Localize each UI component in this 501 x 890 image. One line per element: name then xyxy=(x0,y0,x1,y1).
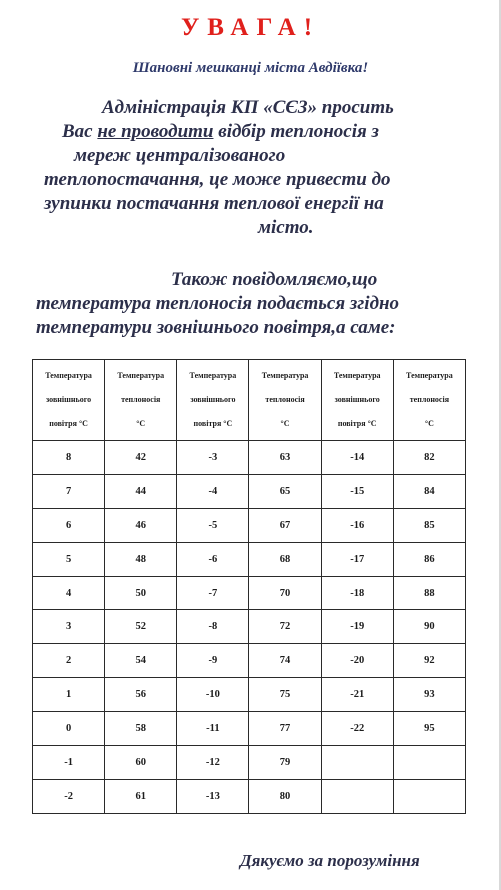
table-cell: 86 xyxy=(393,542,465,576)
header-text: зовнішнього xyxy=(334,395,380,404)
table-cell: 90 xyxy=(393,610,465,644)
notice-paragraph xyxy=(36,96,488,240)
notice-line-1: Адміністрація КП «СЄЗ» просить xyxy=(102,97,394,118)
table-cell: 8 xyxy=(33,441,105,475)
header-text: °С xyxy=(136,419,146,428)
table-cell: 80 xyxy=(249,779,321,813)
table-cell: 82 xyxy=(393,441,465,475)
temperature-table xyxy=(32,359,466,814)
table-cell: -18 xyxy=(321,576,393,610)
table-cell: 54 xyxy=(105,644,177,678)
header-text: теплоносія xyxy=(409,395,450,404)
table-row xyxy=(33,678,466,712)
table-header-cell xyxy=(249,360,321,441)
table-row xyxy=(33,644,466,678)
table-cell: 85 xyxy=(393,508,465,542)
notice-line-6: місто. xyxy=(258,217,314,238)
table-cell: -19 xyxy=(321,610,393,644)
table-row xyxy=(33,576,466,610)
notice-title: УВАГА! xyxy=(180,14,321,41)
table-cell: -21 xyxy=(321,678,393,712)
notice-line-2 xyxy=(36,120,488,144)
table-cell: -9 xyxy=(177,644,249,678)
header-text: повітря °С xyxy=(49,419,88,428)
header-text: °С xyxy=(424,419,434,428)
notice-line-2-post: відбір теплоносія з xyxy=(213,121,379,142)
table-cell: 5 xyxy=(33,542,105,576)
header-text: Температура xyxy=(406,371,453,380)
table-cell xyxy=(393,779,465,813)
table-cell: 46 xyxy=(105,508,177,542)
table-cell: 50 xyxy=(105,576,177,610)
table-cell: -8 xyxy=(177,610,249,644)
notice-line-3: мереж централізованого xyxy=(74,145,286,166)
table-cell: 65 xyxy=(249,474,321,508)
header-text: зовнішнього xyxy=(190,395,236,404)
table-cell: 95 xyxy=(393,712,465,746)
table-cell: 77 xyxy=(249,712,321,746)
table-cell: 92 xyxy=(393,644,465,678)
table-cell: -20 xyxy=(321,644,393,678)
table-cell: 72 xyxy=(249,610,321,644)
table-cell: 79 xyxy=(249,746,321,780)
info-line-2: температура теплоносія подається згідно xyxy=(36,293,400,314)
table-cell: 63 xyxy=(249,441,321,475)
notice-line-2-pre: Вас xyxy=(62,121,98,142)
table-row xyxy=(33,779,466,813)
table-cell: 84 xyxy=(393,474,465,508)
table-cell: 68 xyxy=(249,542,321,576)
table-cell xyxy=(393,746,465,780)
table-cell: 2 xyxy=(33,644,105,678)
table-cell xyxy=(321,746,393,780)
table-cell: 44 xyxy=(105,474,177,508)
header-text: зовнішнього xyxy=(46,395,92,404)
table-cell: 60 xyxy=(105,746,177,780)
table-cell: 93 xyxy=(393,678,465,712)
table-cell xyxy=(321,779,393,813)
table-cell: 56 xyxy=(105,678,177,712)
header-text: Температура xyxy=(117,371,165,380)
table-cell: -16 xyxy=(321,508,393,542)
table-cell: 0 xyxy=(33,712,105,746)
table-row xyxy=(33,542,466,576)
info-paragraph xyxy=(36,268,488,340)
table-cell: 58 xyxy=(105,712,177,746)
table-cell: -3 xyxy=(177,441,249,475)
table-row xyxy=(33,474,466,508)
table-header-row xyxy=(33,360,466,441)
header-text: повітря °С xyxy=(337,419,377,428)
table-cell: 75 xyxy=(249,678,321,712)
header-text: теплоносія xyxy=(265,395,305,404)
table-cell: -22 xyxy=(321,712,393,746)
table-header-cell xyxy=(393,360,465,441)
table-cell: 42 xyxy=(105,441,177,475)
header-text: Температура xyxy=(45,371,92,380)
header-text: Температура xyxy=(333,371,381,380)
table-cell: -6 xyxy=(177,542,249,576)
header-text: повітря °С xyxy=(193,419,233,428)
table-cell: 88 xyxy=(393,576,465,610)
table-cell: -14 xyxy=(321,441,393,475)
notice-line-4: теплопостачання, це може привести до xyxy=(44,169,391,190)
notice-line-2-underlined: не проводити xyxy=(97,121,214,142)
table-cell: 74 xyxy=(249,644,321,678)
greeting: Шановні мешканці міста Авдіївка! xyxy=(132,60,369,76)
table-cell: -5 xyxy=(177,508,249,542)
table-cell: 61 xyxy=(105,779,177,813)
table-cell: 67 xyxy=(249,508,321,542)
table-header-cell xyxy=(105,360,177,441)
table-row xyxy=(33,712,466,746)
info-line-3: температури зовнішнього повітря,а саме: xyxy=(36,317,396,338)
table-row xyxy=(33,610,466,644)
table-cell: 70 xyxy=(249,576,321,610)
table-cell: 48 xyxy=(105,542,177,576)
table-cell: -13 xyxy=(177,779,249,813)
header-text: теплоносія xyxy=(121,395,161,404)
table-cell: -12 xyxy=(177,746,249,780)
table-cell: -4 xyxy=(177,474,249,508)
table-header-cell xyxy=(33,360,105,441)
table-cell: -2 xyxy=(33,779,105,813)
table-row xyxy=(33,746,466,780)
table-cell: -15 xyxy=(321,474,393,508)
table-cell: -10 xyxy=(177,678,249,712)
table-cell: 4 xyxy=(33,576,105,610)
table-cell: -17 xyxy=(321,542,393,576)
table-cell: 7 xyxy=(33,474,105,508)
thanks-message: Дякуємо за порозуміння xyxy=(240,851,420,870)
table-cell: 52 xyxy=(105,610,177,644)
notice-line-5: зупинки постачання теплової енергії на xyxy=(44,193,384,214)
table-cell: 1 xyxy=(33,678,105,712)
header-text: Температура xyxy=(189,371,237,380)
table-row xyxy=(33,508,466,542)
table-cell: 6 xyxy=(33,508,105,542)
table-row xyxy=(33,441,466,475)
header-text: °С xyxy=(280,419,290,428)
table-cell: -1 xyxy=(33,746,105,780)
table-cell: -11 xyxy=(177,712,249,746)
table-header-cell xyxy=(321,360,393,441)
table-cell: 3 xyxy=(33,610,105,644)
table-cell: -7 xyxy=(177,576,249,610)
table-header-cell xyxy=(177,360,249,441)
info-line-1: Також повідомляємо,що xyxy=(171,269,378,290)
header-text: Температура xyxy=(261,371,309,380)
